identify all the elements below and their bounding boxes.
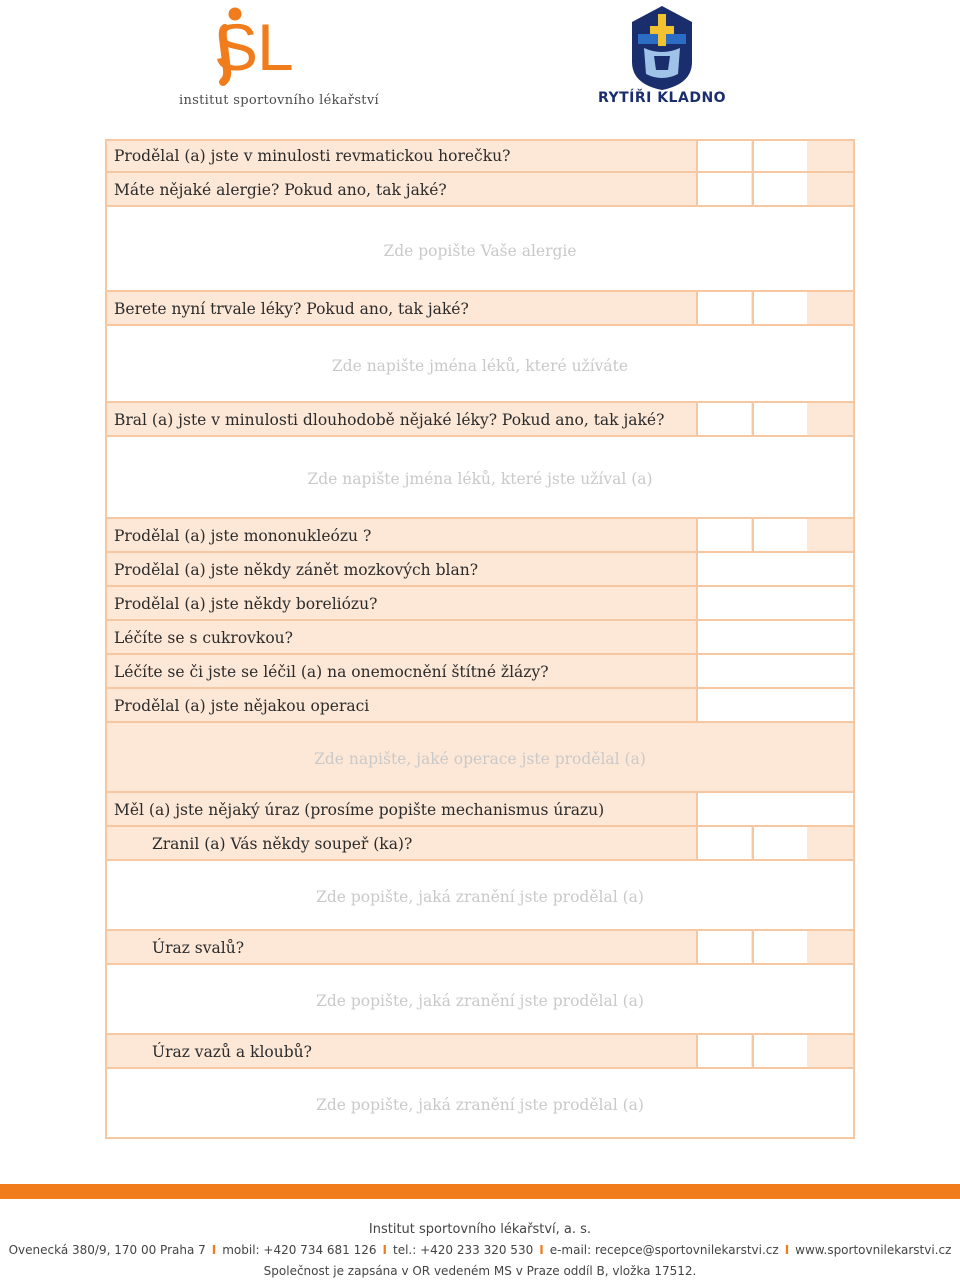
team-logo-name: RYTÍŘI KLADNO: [597, 90, 727, 106]
answer-placeholder: Zde napište jména léků, které užíváte: [331, 356, 629, 375]
answer-box[interactable]: [696, 553, 855, 585]
question-row: [105, 553, 855, 587]
answer-yes-box[interactable]: [696, 827, 751, 859]
answer-no-box[interactable]: [752, 519, 807, 551]
answer-row[interactable]: [105, 965, 855, 1035]
answer-no-box[interactable]: [752, 1035, 807, 1067]
question-row: [105, 689, 855, 723]
answer-yes-box[interactable]: [696, 931, 751, 963]
answer-yes-box[interactable]: [696, 139, 751, 171]
question-row: [105, 587, 855, 621]
question-row: [105, 931, 855, 965]
question-text: Berete nyní trvale léky? Pokud ano, tak jaké?: [114, 300, 469, 318]
answer-yes-box[interactable]: [696, 173, 751, 205]
footer-address: Ovenecká 380/9, 170 00 Praha 7: [8, 1243, 206, 1257]
answer-yes-box[interactable]: [696, 403, 751, 435]
answer-yes-box[interactable]: [696, 1035, 751, 1067]
answer-row[interactable]: [105, 207, 855, 292]
answer-no-box[interactable]: [752, 173, 807, 205]
answer-box[interactable]: [696, 621, 855, 653]
question-text: Prodělal (a) jste nějakou operaci: [114, 697, 370, 715]
question-row: [105, 793, 855, 827]
isl-logo-subtitle: institut sportovního lékařství: [179, 93, 379, 108]
question-row: [105, 292, 855, 326]
answer-placeholder: Zde popište, jaká zranění jste prodělal (a): [316, 992, 644, 1010]
question-text: Úraz svalů?: [152, 939, 245, 957]
question-text: Měl (a) jste nějaký úraz (prosíme popište mechanismus úrazu): [114, 801, 605, 819]
question-text: Bral (a) jste v minulosti dlouhodobě nějaké léky? Pokud ano, tak jaké?: [114, 411, 665, 429]
footer-separator: I: [382, 1243, 387, 1257]
question-row: [105, 403, 855, 437]
answer-yes-box[interactable]: [696, 519, 751, 551]
answer-no-box[interactable]: [752, 139, 807, 171]
footer-accent-bar: [0, 1184, 960, 1199]
footer-separator: I: [784, 1243, 790, 1257]
answer-row[interactable]: [105, 326, 855, 403]
question-text: Prodělal (a) jste někdy zánět mozkových blan?: [114, 561, 479, 579]
answer-box[interactable]: [696, 793, 855, 825]
question-row: [105, 519, 855, 553]
footer-mobile: mobil: +420 734 681 126: [222, 1243, 377, 1257]
question-text: Léčíte se s cukrovkou?: [114, 629, 293, 647]
question-text: Zranil (a) Vás někdy soupeř (ka)?: [152, 835, 413, 853]
footer-separator: I: [539, 1243, 544, 1257]
footer-phone: tel.: +420 233 320 530: [393, 1243, 534, 1257]
answer-placeholder: Zde popište, jaká zranění jste prodělal (a): [316, 888, 644, 906]
footer-contacts: [0, 1243, 960, 1257]
question-row: [105, 139, 855, 173]
answer-no-box[interactable]: [752, 931, 807, 963]
question-row: [105, 655, 855, 689]
answer-box[interactable]: [696, 655, 855, 687]
answer-placeholder: Zde popište Vaše alergie: [383, 241, 577, 260]
answer-row[interactable]: [105, 437, 855, 519]
answer-placeholder: Zde popište, jaká zranění jste prodělal (a): [316, 1096, 644, 1114]
footer-website[interactable]: www.sportovnilekarstvi.cz: [795, 1243, 952, 1257]
answer-row[interactable]: [105, 1069, 855, 1139]
question-text: Prodělal (a) jste v minulosti revmatickou horečku?: [114, 147, 511, 165]
answer-placeholder: Zde napište jména léků, které jste užíval (a): [307, 470, 653, 488]
question-text: Úraz vazů a kloubů?: [152, 1043, 312, 1061]
question-row: [105, 173, 855, 207]
answer-row[interactable]: [105, 861, 855, 931]
answer-placeholder: Zde napište, jaké operace jste prodělal (a): [314, 750, 646, 768]
question-text: Máte nějaké alergie? Pokud ano, tak jaké?: [114, 181, 447, 199]
answer-box[interactable]: [696, 689, 855, 721]
footer-registry-note: Společnost je zapsána v OR vedeném MS v Praze oddíl B, vložka 17512.: [263, 1264, 697, 1278]
question-row: [105, 621, 855, 655]
answer-row[interactable]: [105, 723, 855, 793]
footer-email[interactable]: e-mail: recepce@sportovnilekarstvi.cz: [549, 1243, 779, 1257]
question-text: Léčíte se či jste se léčil (a) na onemocnění štítné žlázy?: [114, 663, 549, 681]
footer-company-name: Institut sportovního lékařství, a. s.: [368, 1222, 592, 1237]
answer-yes-box[interactable]: [696, 292, 751, 324]
question-text: Prodělal (a) jste mononukleózu ?: [114, 527, 372, 545]
question-row: [105, 827, 855, 861]
answer-box[interactable]: [696, 587, 855, 619]
answer-no-box[interactable]: [752, 292, 807, 324]
isl-logo-letters: SL: [214, 10, 293, 84]
answer-no-box[interactable]: [752, 403, 807, 435]
question-row: [105, 1035, 855, 1069]
footer-separator: I: [211, 1243, 217, 1257]
answer-no-box[interactable]: [752, 827, 807, 859]
question-text: Prodělal (a) jste někdy boreliózu?: [114, 595, 378, 613]
